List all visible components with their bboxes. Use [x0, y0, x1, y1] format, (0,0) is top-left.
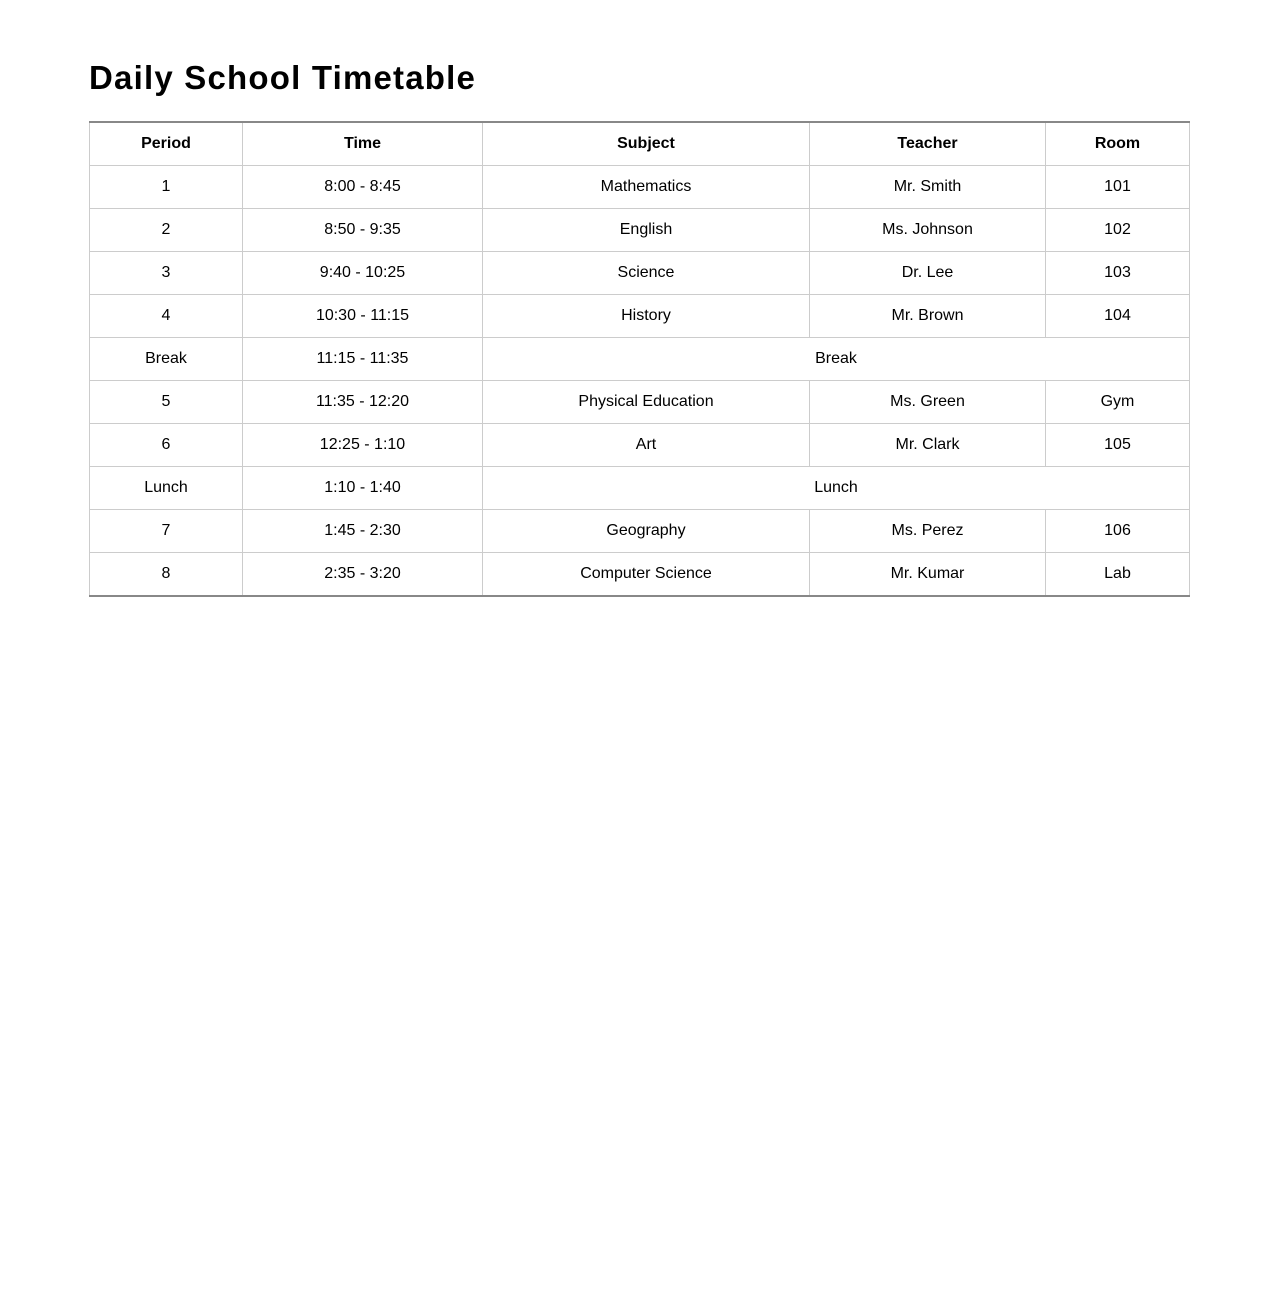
table-row	[90, 510, 1190, 553]
timetable	[89, 121, 1190, 597]
cell-room: 105	[1046, 424, 1190, 467]
cell-teacher: Ms. Green	[810, 381, 1046, 424]
header-room: Room	[1046, 122, 1190, 166]
cell-time: 11:35 - 12:20	[243, 381, 483, 424]
cell-teacher: Mr. Smith	[810, 166, 1046, 209]
page-title: Daily School Timetable	[89, 59, 477, 96]
cell-subject: English	[483, 209, 810, 252]
cell-teacher: Ms. Johnson	[810, 209, 1046, 252]
cell-subject: Computer Science	[483, 553, 810, 597]
cell-subject: Geography	[483, 510, 810, 553]
cell-time: 8:50 - 9:35	[243, 209, 483, 252]
cell-period: 2	[90, 209, 243, 252]
cell-time: 10:30 - 11:15	[243, 295, 483, 338]
cell-period: 8	[90, 553, 243, 597]
table-row	[90, 252, 1190, 295]
cell-room: 106	[1046, 510, 1190, 553]
cell-teacher: Mr. Brown	[810, 295, 1046, 338]
cell-period: 7	[90, 510, 243, 553]
header-subject: Subject	[483, 122, 810, 166]
cell-room: 104	[1046, 295, 1190, 338]
cell-teacher: Ms. Perez	[810, 510, 1046, 553]
cell-time: 1:10 - 1:40	[243, 467, 483, 510]
table-row	[90, 553, 1190, 597]
cell-time: 11:15 - 11:35	[243, 338, 483, 381]
cell-subject: Science	[483, 252, 810, 295]
table-row	[90, 166, 1190, 209]
table-row	[90, 424, 1190, 467]
cell-room: 103	[1046, 252, 1190, 295]
cell-period: 6	[90, 424, 243, 467]
header-teacher: Teacher	[810, 122, 1046, 166]
cell-activity: Break	[483, 338, 1190, 381]
table-row	[90, 209, 1190, 252]
cell-time: 1:45 - 2:30	[243, 510, 483, 553]
cell-subject: Physical Education	[483, 381, 810, 424]
cell-room: 102	[1046, 209, 1190, 252]
table-row-break	[90, 338, 1190, 381]
header-period: Period	[90, 122, 243, 166]
cell-period: 5	[90, 381, 243, 424]
cell-time: 12:25 - 1:10	[243, 424, 483, 467]
cell-period: 4	[90, 295, 243, 338]
cell-period: Break	[90, 338, 243, 381]
cell-subject: History	[483, 295, 810, 338]
cell-subject: Art	[483, 424, 810, 467]
table-row-lunch	[90, 467, 1190, 510]
header-time: Time	[243, 122, 483, 166]
cell-teacher: Dr. Lee	[810, 252, 1046, 295]
table-row	[90, 295, 1190, 338]
cell-subject: Mathematics	[483, 166, 810, 209]
cell-activity: Lunch	[483, 467, 1190, 510]
cell-time: 9:40 - 10:25	[243, 252, 483, 295]
cell-period: 1	[90, 166, 243, 209]
cell-period: 3	[90, 252, 243, 295]
table-row	[90, 381, 1190, 424]
cell-time: 8:00 - 8:45	[243, 166, 483, 209]
table-header-row	[90, 122, 1190, 166]
cell-teacher: Mr. Kumar	[810, 553, 1046, 597]
cell-room: Lab	[1046, 553, 1190, 597]
cell-time: 2:35 - 3:20	[243, 553, 483, 597]
cell-period: Lunch	[90, 467, 243, 510]
cell-room: 101	[1046, 166, 1190, 209]
cell-teacher: Mr. Clark	[810, 424, 1046, 467]
cell-room: Gym	[1046, 381, 1190, 424]
